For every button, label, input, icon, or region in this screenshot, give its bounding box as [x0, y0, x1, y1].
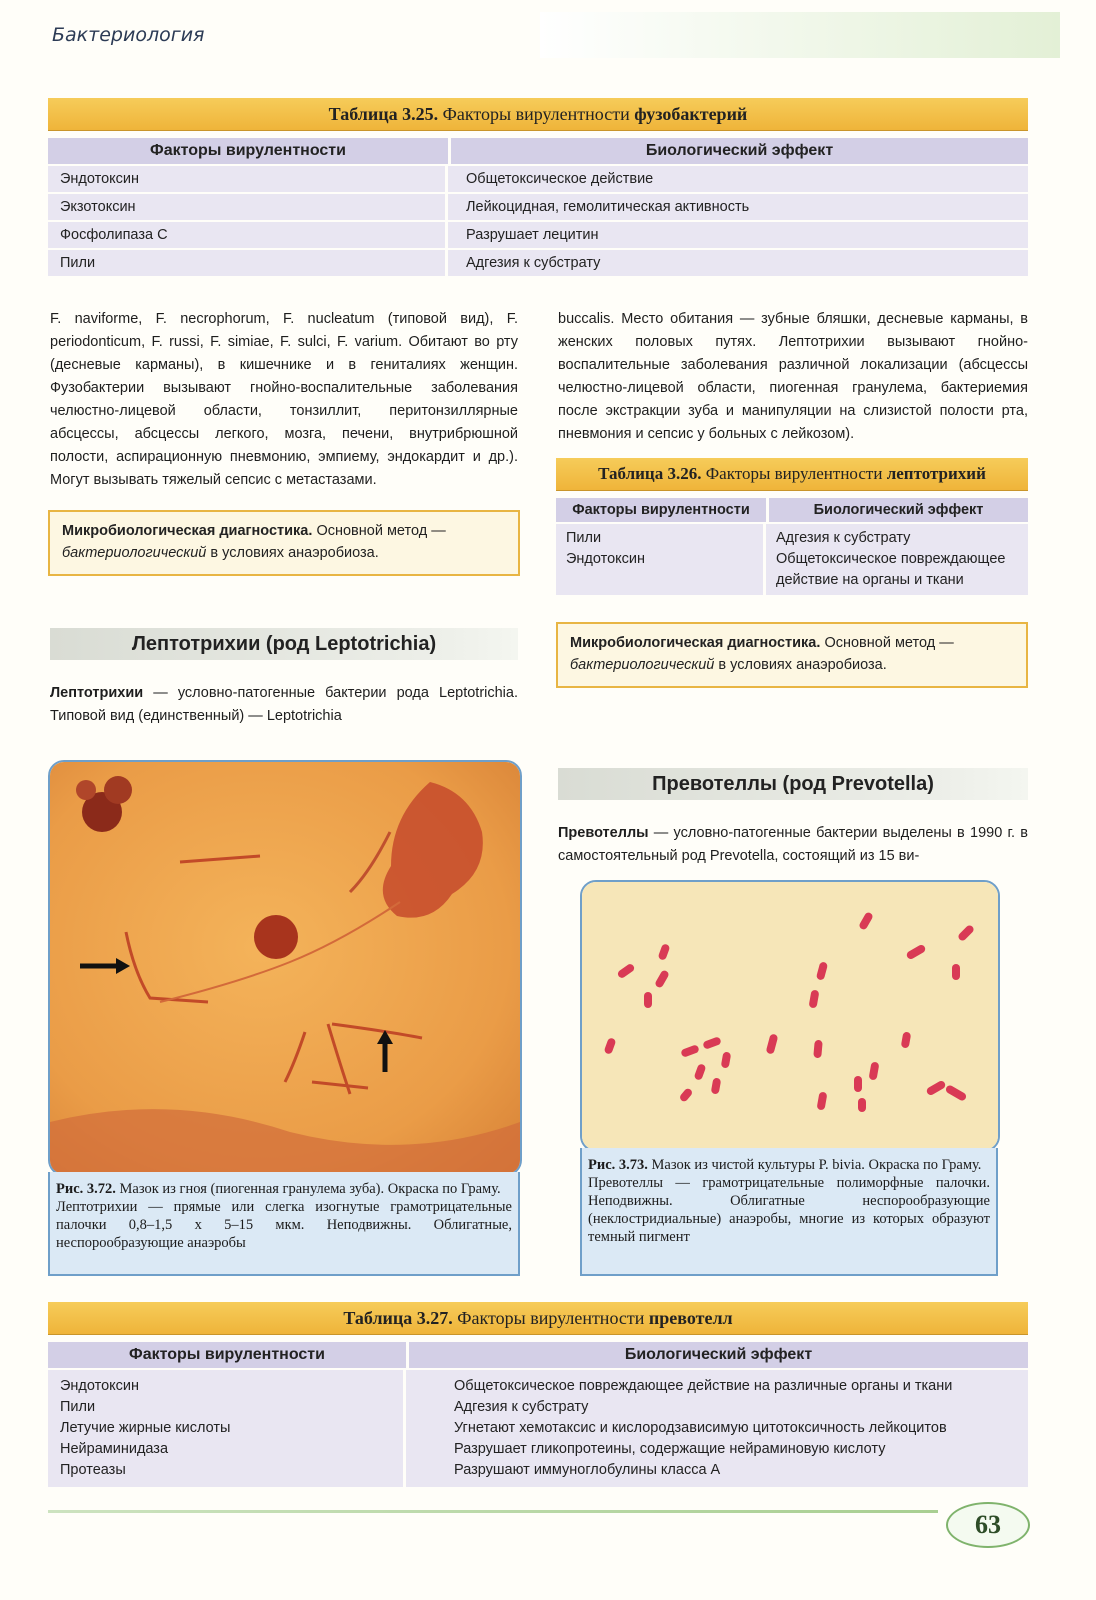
table-title	[48, 98, 1028, 130]
row-effect: Общетоксическое повреждающее действие на органы и ткани	[776, 551, 1006, 588]
term-text: — условно-патогенные бактерии рода Leptotrichia. Типовой вид (единственный) — Leptotrichia	[50, 685, 518, 724]
table-row	[48, 248, 1028, 276]
figure-title: Мазок из чистой культуры P. bivia. Окраска по Граму.	[651, 1157, 982, 1173]
diag-method: бактериологический	[570, 657, 715, 673]
table-cell: Разрушает гликопротеины, содержащие нейраминовую кислоту	[454, 1441, 886, 1457]
diag-text: Основной метод —	[316, 523, 446, 539]
table-row	[48, 220, 1028, 248]
table-title	[48, 1302, 1028, 1334]
table-cell: Фосфолипаза C	[48, 222, 448, 248]
table-3-26	[556, 458, 1028, 595]
table-body	[48, 1370, 1028, 1487]
prevotella-intro	[558, 822, 1028, 868]
running-head: Бактериология	[52, 24, 205, 46]
diag-text: Основной метод —	[824, 635, 954, 651]
table-title	[556, 458, 1028, 490]
table-cell: Адгезия к субстрату	[454, 1399, 589, 1415]
figure-text: Превотеллы — грамотрицательные полиморфные палочки. Неподвижны. Облигатные неспорообразующие (неклостридиальные) анаэробы, многие из которых образуют темный пигмент	[588, 1175, 990, 1245]
caption-3-72	[48, 1172, 520, 1276]
diag-method: бактериологический	[62, 545, 207, 561]
micrograph-image	[582, 882, 998, 1150]
table-cell	[556, 524, 766, 595]
column-header: Биологический эффект	[813, 502, 984, 518]
table-title-text: Факторы вирулентности	[705, 464, 883, 483]
figure-title: Мазок из гноя (пиогенная гранулема зуба). Окраска по Граму.	[119, 1181, 501, 1197]
table-cell: Адгезия к субстрату	[466, 255, 601, 271]
table-header	[556, 498, 1028, 522]
figure-label: Рис. 3.73.	[588, 1157, 648, 1173]
table-cell: Эндотоксин	[48, 166, 448, 192]
table-cell: Общетоксическое действие	[466, 171, 654, 187]
table-cell: Экзотоксин	[48, 194, 448, 220]
left-paragraph: F. naviforme, F. necrophorum, F. nucleatum (типовой вид), F. periodonticum, F. russi, F. simiae, F. sulci, F. varium. Обитают во рту (десневые карманы), в кишечнике и в гениталиях женщин. Фузобактерии вызывают гнойно-воспалительные заболевания челюстно-лицевой области, тонзиллит, перитонзиллярные абсцессы, абсцессы легкого, мозга, печени, внутрибрюшной полости, аспирационную пневмонию, эмпиему, эндокардит и др.). Могут вызывать тяжелый сепсис с метастазами.	[50, 311, 518, 488]
table-number: Таблица 3.27.	[343, 1308, 453, 1328]
term-bold: Лептотрихии	[50, 685, 144, 701]
table-title-bold: фузобактерий	[634, 104, 748, 124]
table-cell: Угнетают хемотаксис и кислородзависимую цитотоксичность лейкоцитов	[454, 1420, 947, 1436]
figure-text: Лептотрихии — прямые или слегка изогнутые грамотрицательные палочки 0,8–1,5 x 5–15 мкм. Неподвижны. Облигатные, неспорообразующие анаэробы	[56, 1199, 512, 1251]
diag-label: Микробиологическая диагностика.	[570, 635, 821, 651]
table-cell: Летучие жирные кислоты	[60, 1420, 231, 1436]
diag-tail: в условиях анаэробиоза.	[210, 545, 379, 561]
column-header: Факторы вирулентности	[556, 498, 769, 522]
table-header	[48, 138, 1028, 164]
figure-label: Рис. 3.72.	[56, 1181, 116, 1197]
term-bold: Превотеллы	[558, 825, 649, 841]
table-3-27	[48, 1302, 1028, 1487]
table-cell: Нейраминидаза	[60, 1441, 169, 1457]
table-row	[556, 524, 1028, 595]
table-title-bold: превотелл	[648, 1308, 733, 1328]
diagnostics-box-right	[556, 622, 1028, 688]
term-text: — условно-патогенные бактерии выделены в 1990 г. в самостоятельный род Prevotella, состоящий из 15 ви-	[558, 825, 1029, 864]
table-row	[48, 164, 1028, 192]
caption-3-73	[580, 1148, 998, 1276]
table-3-25	[48, 98, 1028, 276]
diagnostics-box-left	[48, 510, 520, 576]
table-cell: Протеазы	[60, 1462, 126, 1478]
row-factor: Эндотоксин	[566, 551, 646, 567]
table-row	[48, 192, 1028, 220]
table-header	[48, 1342, 1028, 1368]
column-header: Биологический эффект	[624, 1346, 813, 1363]
table-cell: Пили	[60, 1399, 96, 1415]
column-header: Факторы вирулентности	[48, 138, 451, 164]
diag-label: Микробиологическая диагностика.	[62, 523, 313, 539]
column-header: Биологический эффект	[645, 142, 834, 159]
row-effect: Адгезия к субстрату	[776, 530, 911, 546]
table-cell: Лейкоцидная, гемолитическая активность	[466, 199, 750, 215]
table-cell: Разрушают иммуноглобулины класса А	[454, 1462, 721, 1478]
right-paragraph: buccalis. Место обитания — зубные бляшки, десневые карманы, в женских половых путях. Лептотрихии вызывают гнойно-воспалительные заболевания различной локализации (абсцессы челюстно-лицевой области, пиогенная гранулема, бактериемия после экстракции зуба и манипуляции на слизистой полости рта, пневмония и сепсис у больных с лейкозом).	[558, 311, 1028, 442]
table-number: Таблица 3.26.	[598, 464, 702, 483]
table-cell: Общетоксическое повреждающее действие на различные органы и ткани	[454, 1378, 953, 1394]
header-band	[540, 12, 1060, 58]
section-title-leptotrichia: Лептотрихии (род Leptotrichia)	[50, 628, 518, 660]
effect-column	[406, 1370, 1028, 1487]
leptotrichia-intro	[50, 682, 518, 728]
diag-tail: в условиях анаэробиоза.	[718, 657, 887, 673]
table-title-bold: лептотрихий	[886, 464, 986, 483]
micrograph-image	[50, 762, 520, 1174]
table-cell	[766, 524, 1028, 595]
table-number: Таблица 3.25.	[328, 104, 439, 124]
row-factor: Пили	[566, 530, 602, 546]
table-title-text: Факторы вирулентности	[457, 1308, 645, 1328]
section-title-prevotella: Превотеллы (род Prevotella)	[558, 768, 1028, 800]
footer-rule	[48, 1510, 938, 1513]
table-cell: Пили	[48, 250, 448, 276]
table-title-text: Факторы вирулентности	[442, 104, 630, 124]
column-header: Факторы вирулентности	[48, 1342, 409, 1368]
table-cell: Эндотоксин	[60, 1378, 140, 1394]
page-number: 63	[946, 1502, 1030, 1548]
table-cell: Разрушает лецитин	[466, 227, 599, 243]
micrograph-3-72	[48, 760, 522, 1176]
factor-column	[48, 1370, 406, 1487]
micrograph-3-73	[580, 880, 1000, 1152]
